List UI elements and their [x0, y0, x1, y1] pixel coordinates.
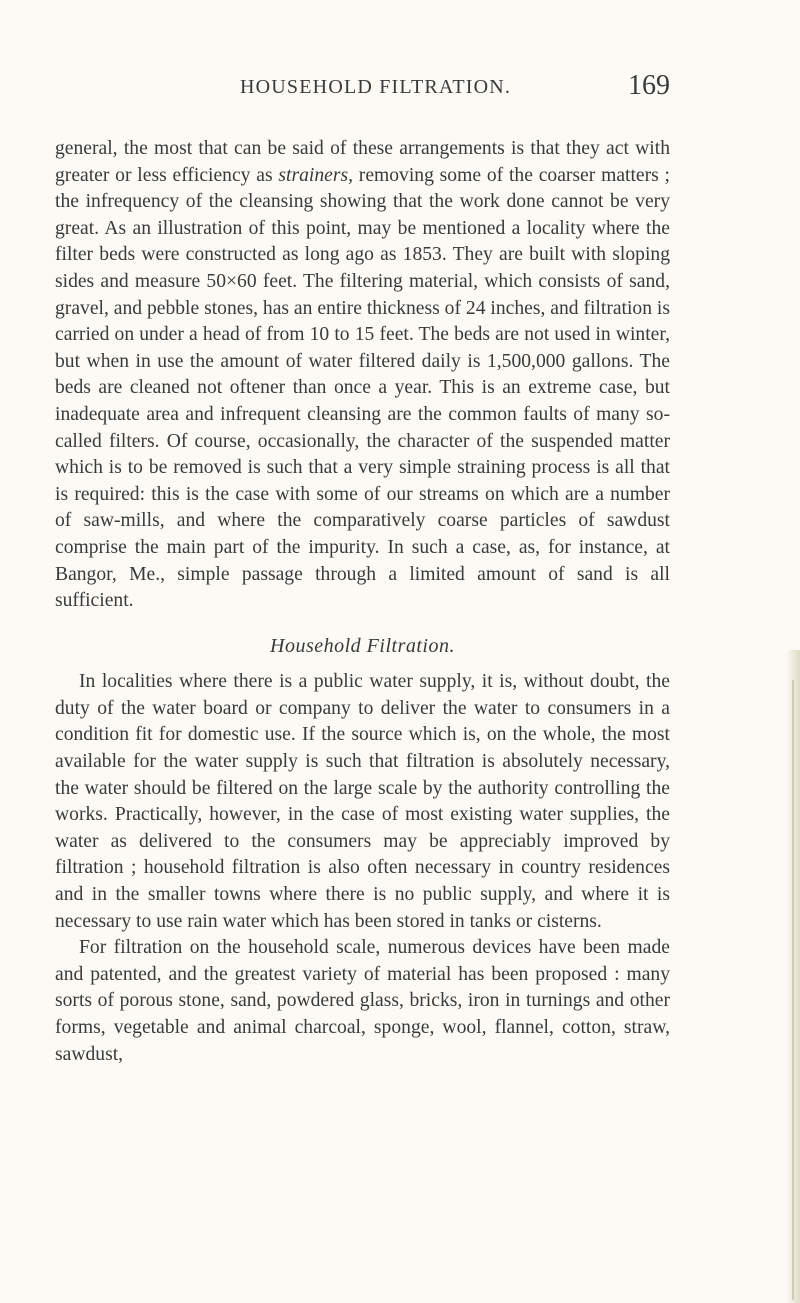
page-number: 169: [628, 70, 670, 101]
section-heading: Household Filtration.: [270, 634, 455, 657]
paragraph-continuation: [55, 136, 670, 615]
paragraph1-text-a: general, the most that can be said of these arrangements is that they act with greater or less efficiency as: [55, 138, 670, 186]
paragraph-household-supply: In localities where there is a public water supply, it is, without doubt, the duty of the water board or company to deliver the water to consumers in a condition fit for domestic use. If the source which is, on the whole, the most available for the water supply is such that filtration is absolutely necessary, the water should be filtered on the large scale by the authority controlling the works. Practically, however, in the case of most existing water supplies, the water as delivered to the consumers may be appreciably improved by filtration ; household filtration is also often necessary in country residences and in the smaller towns where there is no public supply, and where it is necessary to use rain water which has been stored in tanks or cisterns.: [55, 671, 670, 932]
paragraph1-text-b: removing some of the coarser matters ; the infrequency of the cleansing showing that the work done cannot be very great. As an illustration of this point, may be mentioned a locality where the filter beds were constructed as long ago as 1853. They are built with sloping sides and measure 50×60 feet. The filtering material, which consists of sand, gravel, and pebble stones, has an entire thickness of 24 inches, and filtration is carried on under a head of from 10 to 15 feet. The beds are not used in winter, but when in use the amount of water filtered daily is 1,500,000 gallons. The beds are cleaned not oftener than once a year. This is an extreme case, but inadequate area and infrequent cleansing are the common faults of many so-called filters. Of course, occasionally, the character of the suspended matter which is to be removed is such that a very simple straining process is all that is required: this is the case with some of our streams on which are a number of saw-mills, and where the comparatively coarse particles of sawdust comprise the main part of the impurity. In such a case, as, for instance, at Bangor, Me., simple passage through a limited amount of sand is all sufficient.: [55, 164, 670, 612]
page-edge-line: [792, 680, 794, 1300]
paragraph1-italic-term: strainers,: [278, 164, 353, 186]
running-head: HOUSEHOLD FILTRATION.: [240, 76, 512, 98]
paragraph-household-devices: For filtration on the household scale, numerous devices have been made and patented, and the greatest variety of material has been proposed : many sorts of porous stone, sand, powdered glass, bricks, iron in turnings and other forms, vegetable and animal charcoal, sponge, wool, flannel, cotton, straw, sawdust,: [55, 937, 670, 1065]
body-text: [55, 136, 670, 1068]
